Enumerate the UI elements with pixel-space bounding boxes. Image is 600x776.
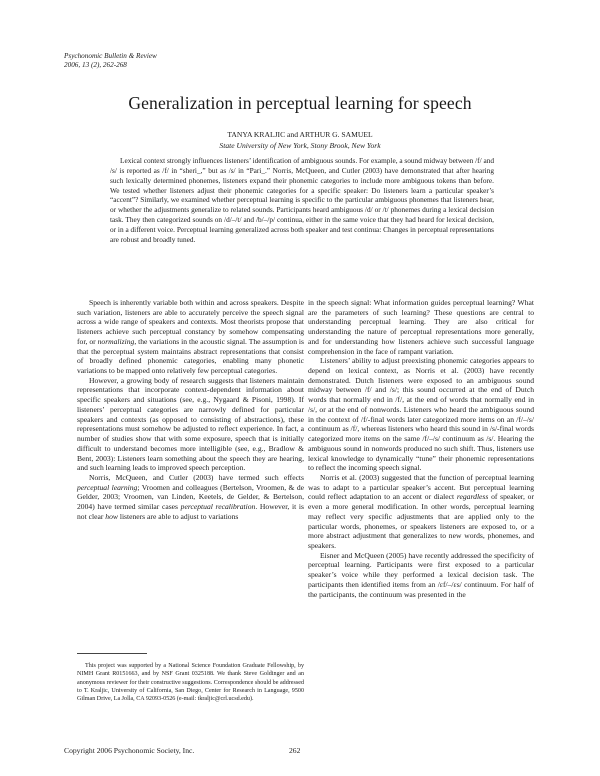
text-run: . However, it is not clear xyxy=(77,502,304,521)
text-run: Norris et al. (2003) suggested that the function of perceptual learning was to adapt to a particular speaker’s accent. But perceptual learning could reflect adaptation to an accent or dialect xyxy=(308,472,534,502)
page-number: 262 xyxy=(289,746,301,755)
text-run: of speaker, or even a more general modification. In other words, perceptual learning may reflect very specific adjustments that are applied only to the particular words, phonemes, or speakers listeners are exposed to, or a more abstract adjustment that generalizes to new words, phonemes, and speakers. xyxy=(308,492,534,550)
body-paragraph xyxy=(308,473,534,551)
emphasis: perceptual learning xyxy=(77,482,138,492)
text-run: Norris, McQueen, and Cutler (2003) have termed such effects xyxy=(89,472,304,482)
emphasis: regardless xyxy=(456,492,489,502)
text-run: ; Vroomen and colleagues (Bertelson, Vroomen, & de Gelder, 2003; Vroomen, van Linden, Keetels, de Gelder, & Bertelson, 2004) have termed similar cases xyxy=(77,482,304,512)
body-paragraph: However, a growing body of research suggests that listeners maintain representations that incorporate context-dependent information about specific speakers and situations (see, e.g., Nygaard & Pisoni, 1998). If listeners’ perceptual categories are narrowly defined for particular speakers and contexts (as opposed to consisting of abstractions), these representations must somehow be adjusted to reflect experience. In fact, a number of studies show that with some exposure, speech that is initially difficult to understand becomes more intelligible (see, e.g., Bradlow & Bent, 2003): Listeners learn something about the speech they are hearing, and such learning leads to improved speech perception. xyxy=(77,375,304,473)
text-run: , the variations in the acoustic signal. The assumption is that the perceptual system maintains abstract representations that consist of broadly defined phonemic categories, enabling many phonetic variations to be mapped onto relatively few perceptual categories. xyxy=(77,336,304,376)
body-column-right xyxy=(308,298,534,599)
text-run: Speech is inherently variable both within and across speakers. Despite such variation, listeners are able to accurately perceive the speech signal across a wide range of speakers and contexts. Most theorists propose that listeners achieve such perceptual constancy by somehow compensating for, or xyxy=(77,298,304,346)
paper-authors: TANYA KRALJIC and ARTHUR G. SAMUEL xyxy=(227,130,373,139)
abstract: Lexical context strongly influences listeners’ identification of ambiguous sounds. For example, a sound midway between /f/ and /s/ is reported as /f/ in “sheri_,” but as /s/ in “Pari_.” Norris, McQueen, and Cutler (2003) have demonstrated that after hearing such lexically determined phonemes, listeners expand their phonemic categories to include more ambiguous tokens than before. We tested whether listeners adjust their phonemic categories for a specific speaker: Do listeners learn a particular speaker’s “accent”? Similarly, we examined whether perceptual learning is specific to the particular ambiguous phonemes that listeners hear, or whether the adjustments generalize to related sounds. Participants heard ambiguous /d/ or /t/ phonemes during a lexical decision task. They then categorized sounds on /d/–/t/ and /b/–/p/ continua, either in the same voice that they had heard for lexical decision, or in a different voice. Perceptual learning generalized across both speaker and test continua: Changes in perceptual representations are robust and broadly tuned. xyxy=(110,156,494,244)
paper-affiliation: State University of New York, Stony Brook, New York xyxy=(219,141,381,150)
journal-name: Psychonomic Bulletin & Review xyxy=(64,52,157,60)
paper-title: Generalization in perceptual learning for speech xyxy=(128,93,472,113)
text-run: listeners are able to adjust to variations xyxy=(117,511,239,521)
body-paragraph: Eisner and McQueen (2005) have recently addressed the specificity of perceptual learning. Participants were first exposed to a particular speaker’s voice while they performed a lexical decision task. The participants then identified items from an /εf/–/εs/ continuum. For half of the participants, the continuum was presented in the xyxy=(308,550,534,599)
emphasis: how xyxy=(105,511,118,521)
body-paragraph: Listeners’ ability to adjust preexisting phonemic categories appears to depend on lexical context, as Norris et al. (2003) have recently demonstrated. Dutch listeners were exposed to an ambiguous sound midway between /f/ and /s/; this sound occurred at the end of Dutch words that normally end in /f/, at the end of words that normally end in /s/, or at the end of nonwords. Listeners who heard the ambiguous sound in the context of /f/-final words later categorized more items on an /f/–/s/ continuum as /f/, whereas listeners who heard this sound in /s/-final words categorized more items on the same /f/–/s/ continuum as /s/. Hearing the ambiguous sound in nonwords produced no such shift. Thus, listeners use lexical knowledge to dynamically “tune” their phonemic representations to reflect the incoming speech signal. xyxy=(308,356,534,473)
emphasis: perceptual recalibration xyxy=(180,502,256,512)
footnote: This project was supported by a National Science Foundation Graduate Fellowship, by NIMH Grant R0151663, and by NSF Grant 0325188. We thank Steve Goldinger and an anonymous reviewer for their constructive suggestions. Correspondence should be addressed to T. Kraljic, University of California, San Diego, Center for Research in Language, 9500 Gilman Drive, La Jolla, CA 92093-0526 (e-mail: tkraljic@crl.ucsd.edu). xyxy=(77,663,304,703)
footnote-divider xyxy=(77,653,147,654)
body-paragraph: in the speech signal: What information guides perceptual learning? What are the parameters of such learning? These questions are central to understanding perceptual learning. They are also critical for understanding the nature of perceptual representations more generally, and for understanding how listeners achieve such successful language comprehension in the face of rampant variation. xyxy=(308,298,534,356)
emphasis: normalizing xyxy=(97,336,135,346)
journal-header xyxy=(64,52,157,70)
body-paragraph xyxy=(77,298,304,376)
journal-citation: 2006, 13 (2), 262-268 xyxy=(64,61,127,69)
copyright-notice: Copyright 2006 Psychonomic Society, Inc. xyxy=(64,746,195,755)
body-paragraph xyxy=(77,473,304,522)
body-column-left xyxy=(77,298,304,522)
